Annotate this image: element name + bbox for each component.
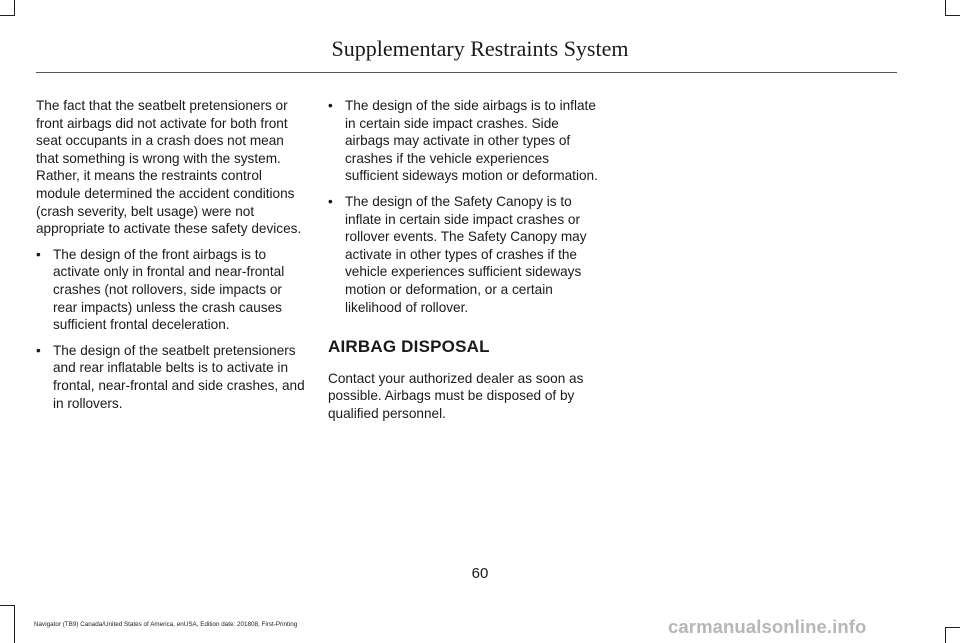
crop-mark-bottom-left-vertical [14,605,15,643]
crop-mark-bottom-left-horizontal [0,605,15,606]
list-item-text: The design of the side airbags is to inflate in certain side impact crashes. Side airbags may activate in other types of crashes if the vehicle experiences sufficient sideways motion or deformation. [345,98,598,184]
list-item [36,246,308,334]
list-item-text: The design of the seatbelt pretensioners and rear inflatable belts is to activate in frontal, near-frontal and side crashes, and in rollovers. [53,342,305,411]
right-bullet-list [328,97,606,316]
left-column [36,97,308,420]
crop-mark-bottom-right-horizontal [945,627,960,628]
crop-mark-top-right-vertical [945,0,946,16]
list-item [328,193,606,316]
title-divider [36,72,897,73]
crop-mark-top-right-horizontal [945,15,960,16]
crop-mark-top-left-horizontal [0,15,15,16]
list-item-text: The design of the Safety Canopy is to inflate in certain side impact crashes or rollover events. The Safety Canopy may activate in other types of crashes if the vehicle experiences sufficient sideways motion or deformation, or a certain likelihood of rollover. [345,193,587,315]
page-title: Supplementary Restraints System [331,36,629,61]
crop-mark-top-left-vertical [14,0,15,16]
watermark: carmanualsonline.info [668,616,867,637]
bullet-icon: • [328,98,333,113]
intro-paragraph: The fact that the seatbelt pretensioners or front airbags did not activate for both front seat occupants in a crash does not mean that something is wrong with the system. Rather, it means the restraints control module determined the accident conditions (crash severity, belt usage) were not appropriate to activate these safety devices. [36,98,302,237]
right-column [328,97,606,423]
list-item [328,97,606,185]
footer-edition-info: Navigator (TB9) Canada/United States of America, enUSA, Edition date: 201808, First-Printing [34,621,298,628]
bullet-icon: • [36,342,41,358]
left-bullet-list [36,246,308,412]
page-number: 60 [471,565,489,582]
crop-mark-bottom-right-vertical [945,627,946,643]
bullet-icon: • [36,246,41,262]
list-item [36,342,308,412]
section-paragraph: Contact your authorized dealer as soon as possible. Airbags must be disposed of by qualified personnel. [328,370,584,421]
bullet-icon: • [328,193,333,209]
list-item-text: The design of the front airbags is to activate only in frontal and near-frontal crashes (not rollovers, side impacts or rear impacts) unless the crash causes sufficient frontal deceleration. [53,246,285,333]
section-heading: AIRBAG DISPOSAL [328,337,490,357]
